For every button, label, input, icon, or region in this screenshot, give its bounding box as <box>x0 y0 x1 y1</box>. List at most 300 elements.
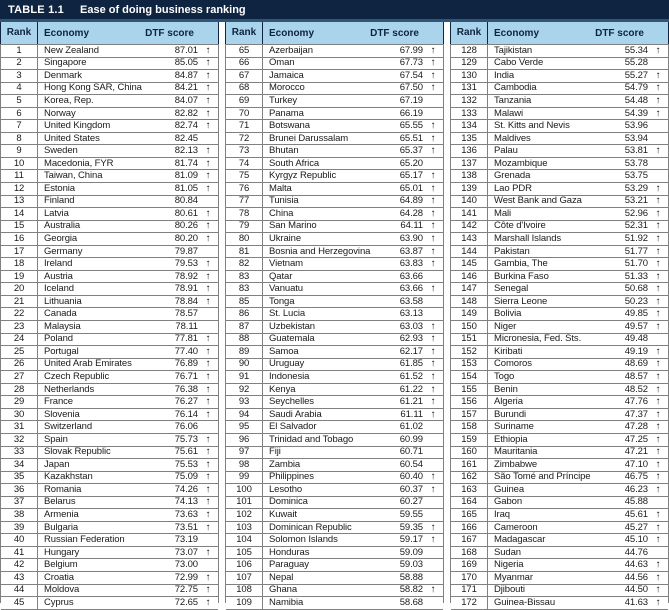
dtf-score-cell: 78.91 <box>174 283 198 295</box>
ranking-column-group-3 <box>450 22 669 608</box>
economy-cell: Lao PDR <box>494 182 532 194</box>
up-arrow-icon: ↑ <box>205 295 211 307</box>
dtf-score-cell: 85.05 <box>174 57 198 69</box>
economy-cell: Kuwait <box>269 509 297 521</box>
dtf-score-cell: 53.94 <box>624 132 648 144</box>
table-row <box>1 283 218 296</box>
table-row <box>1 45 218 58</box>
economy-cell: Japan <box>44 458 70 470</box>
table-row <box>451 396 668 409</box>
table-row <box>1 321 218 334</box>
rank-cell: 96 <box>226 434 263 446</box>
dtf-score-cell: 64.11 <box>400 220 423 232</box>
rank-cell: 23 <box>1 321 38 333</box>
dtf-score-cell: 45.61 <box>624 509 648 521</box>
rank-cell: 154 <box>451 371 488 383</box>
up-arrow-icon: ↑ <box>655 220 661 232</box>
up-arrow-icon: ↑ <box>205 509 211 521</box>
rank-cell: 7 <box>1 120 38 132</box>
up-arrow-icon: ↑ <box>205 433 211 445</box>
economy-cell: Sudan <box>494 546 521 558</box>
dtf-score-cell: 58.68 <box>399 596 423 608</box>
rank-cell: 166 <box>451 522 488 534</box>
dtf-score-cell: 78.11 <box>175 320 198 332</box>
up-arrow-icon: ↑ <box>430 120 436 132</box>
dtf-score-cell: 65.37 <box>399 145 423 157</box>
dtf-score-cell: 81.09 <box>174 170 198 182</box>
table-row <box>226 158 443 171</box>
up-arrow-icon: ↑ <box>430 396 436 408</box>
economy-cell: Djibouti <box>494 584 525 596</box>
table-row <box>1 208 218 221</box>
table-row <box>451 346 668 359</box>
table-row <box>451 208 668 221</box>
table-row <box>226 196 443 209</box>
economy-cell: Malawi <box>494 107 523 119</box>
up-arrow-icon: ↑ <box>655 596 661 608</box>
table-row <box>1 70 218 83</box>
economy-cell: Hong Kong SAR, China <box>44 82 142 94</box>
up-arrow-icon: ↑ <box>205 483 211 495</box>
rows-container <box>1 45 218 610</box>
up-arrow-icon: ↑ <box>205 69 211 81</box>
rank-cell: 142 <box>451 221 488 233</box>
rank-cell: 129 <box>451 58 488 70</box>
table-row-partial <box>1 597 218 610</box>
up-arrow-icon: ↑ <box>205 596 211 608</box>
up-arrow-icon: ↑ <box>655 195 661 207</box>
economy-cell: Uzbekistan <box>269 320 315 332</box>
rank-cell: 6 <box>1 108 38 120</box>
rank-cell: 70 <box>226 108 263 120</box>
dtf-score-cell: 53.78 <box>624 157 648 169</box>
table-row <box>226 170 443 183</box>
up-arrow-icon: ↑ <box>655 145 661 157</box>
dtf-score-cell: 48.52 <box>624 383 648 395</box>
up-arrow-icon: ↑ <box>655 559 661 571</box>
table-row <box>226 133 443 146</box>
dtf-score-cell: 54.48 <box>624 94 648 106</box>
table-row <box>1 196 218 209</box>
dtf-score-cell: 59.09 <box>399 546 423 558</box>
column-header-row <box>225 22 444 44</box>
up-arrow-icon: ↑ <box>430 195 436 207</box>
table-row <box>226 534 443 547</box>
up-arrow-icon: ↑ <box>205 458 211 470</box>
dtf-score-cell: 80.84 <box>174 195 198 207</box>
rank-cell: 16 <box>1 233 38 245</box>
dtf-score-cell: 45.88 <box>624 496 648 508</box>
dtf-score-cell: 53.21 <box>624 195 648 207</box>
dtf-score-cell: 65.20 <box>399 157 423 169</box>
economy-cell: Azerbaijan <box>269 44 313 56</box>
economy-cell: United Kingdom <box>44 120 111 132</box>
rank-cell: 31 <box>1 421 38 433</box>
economy-cell: Oman <box>269 57 295 69</box>
dtf-score-cell: 73.00 <box>174 559 198 571</box>
dtf-score-cell: 55.27 <box>624 69 648 81</box>
up-arrow-icon: ↑ <box>655 182 661 194</box>
economy-cell: Taiwan, China <box>44 170 103 182</box>
economy-cell: France <box>44 396 73 408</box>
dtf-score-cell: 53.75 <box>624 170 648 182</box>
table-row <box>226 45 443 58</box>
up-arrow-icon: ↑ <box>430 471 436 483</box>
table-row <box>451 95 668 108</box>
up-arrow-icon: ↑ <box>205 258 211 270</box>
table-row <box>451 334 668 347</box>
rank-cell: 148 <box>451 296 488 308</box>
table-row <box>1 83 218 96</box>
economy-cell: Georgia <box>44 232 78 244</box>
up-arrow-icon: ↑ <box>655 534 661 546</box>
dtf-score-cell: 52.96 <box>624 207 648 219</box>
rank-cell: 13 <box>1 196 38 208</box>
dtf-score-cell: 47.21 <box>624 446 648 458</box>
economy-cell: Cyprus <box>44 596 74 608</box>
economy-cell: Bosnia and Herzegovina <box>269 245 371 257</box>
economy-cell: Croatia <box>44 571 74 583</box>
dtf-score-cell: 46.75 <box>624 471 648 483</box>
table-row <box>451 585 668 598</box>
economy-cell: Côte d'Ivoire <box>494 220 546 232</box>
rank-cell: 151 <box>451 334 488 346</box>
economy-cell: Estonia <box>44 182 75 194</box>
table-row <box>226 321 443 334</box>
rank-cell: 102 <box>226 509 263 521</box>
table-row <box>226 572 443 585</box>
dtf-score-cell: 55.28 <box>624 57 648 69</box>
economy-cell: New Zealand <box>44 44 99 56</box>
up-arrow-icon: ↑ <box>205 107 211 119</box>
table-row <box>1 246 218 259</box>
dtf-score-cell: 51.92 <box>624 232 648 244</box>
table-row <box>1 472 218 485</box>
dtf-score-cell: 72.75 <box>174 584 198 596</box>
economy-cell: Armenia <box>44 509 79 521</box>
dtf-score-cell: 53.29 <box>624 182 648 194</box>
rank-cell: 24 <box>1 334 38 346</box>
table-row-partial <box>451 597 668 610</box>
dtf-score-cell: 54.79 <box>624 82 648 94</box>
up-arrow-icon: ↑ <box>655 270 661 282</box>
up-arrow-icon: ↑ <box>205 57 211 69</box>
table-row <box>226 371 443 384</box>
rows-container <box>226 45 443 610</box>
rank-cell: 98 <box>226 459 263 471</box>
table-row <box>226 296 443 309</box>
economy-cell: Kenya <box>269 383 296 395</box>
up-arrow-icon: ↑ <box>430 220 436 232</box>
up-arrow-icon: ↑ <box>655 207 661 219</box>
rank-cell: 97 <box>226 447 263 459</box>
dtf-score-cell: 50.23 <box>624 295 648 307</box>
dtf-score-cell: 64.89 <box>399 195 423 207</box>
rank-cell: 68 <box>226 83 263 95</box>
dtf-score-cell: 81.74 <box>174 157 198 169</box>
economy-cell: Fiji <box>269 446 281 458</box>
up-arrow-icon: ↑ <box>430 232 436 244</box>
economy-cell: Solomon Islands <box>269 534 338 546</box>
table-row <box>226 283 443 296</box>
table-row <box>451 145 668 158</box>
table-row <box>226 421 443 434</box>
up-arrow-icon: ↑ <box>430 521 436 533</box>
rank-cell: 14 <box>1 208 38 220</box>
up-arrow-icon: ↑ <box>430 57 436 69</box>
rank-cell: 45 <box>1 597 38 609</box>
dtf-score-cell: 46.23 <box>624 483 648 495</box>
table-row <box>226 120 443 133</box>
up-arrow-icon: ↑ <box>655 94 661 106</box>
table-row <box>1 334 218 347</box>
up-arrow-icon: ↑ <box>655 521 661 533</box>
rank-cell: 22 <box>1 308 38 320</box>
up-arrow-icon: ↑ <box>205 333 211 345</box>
up-arrow-icon: ↑ <box>655 571 661 583</box>
up-arrow-icon: ↑ <box>655 483 661 495</box>
rank-cell: 2 <box>1 58 38 70</box>
up-arrow-icon: ↑ <box>205 145 211 157</box>
dtf-score-cell: 55.34 <box>624 44 648 56</box>
dtf-score-cell: 61.85 <box>399 358 423 370</box>
dtf-score-cell: 63.03 <box>399 320 423 332</box>
table-row <box>451 509 668 522</box>
economy-cell: Netherlands <box>44 383 95 395</box>
dtf-score-cell: 63.83 <box>399 258 423 270</box>
rank-cell: 143 <box>451 233 488 245</box>
economy-cell: Vanuatu <box>269 283 303 295</box>
table-row <box>1 371 218 384</box>
dtf-score-cell: 47.25 <box>624 433 648 445</box>
table-row <box>451 522 668 535</box>
table-row <box>226 585 443 598</box>
rank-cell: 43 <box>1 572 38 584</box>
up-arrow-icon: ↑ <box>430 283 436 295</box>
rank-cell: 29 <box>1 396 38 408</box>
table-row <box>451 472 668 485</box>
dtf-score-cell: 87.01 <box>174 44 198 56</box>
dtf-score-cell: 80.20 <box>174 232 198 244</box>
table-row <box>451 120 668 133</box>
rank-cell: 28 <box>1 384 38 396</box>
economy-cell: Switzerland <box>44 421 93 433</box>
table-row <box>451 246 668 259</box>
rank-cell: 1 <box>1 45 38 57</box>
up-arrow-icon: ↑ <box>205 396 211 408</box>
table-row <box>451 359 668 372</box>
dtf-score-cell: 61.21 <box>399 396 423 408</box>
up-arrow-icon: ↑ <box>430 584 436 596</box>
dtf-score-cell: 84.87 <box>174 69 198 81</box>
up-arrow-icon: ↑ <box>430 333 436 345</box>
economy-cell: Uruguay <box>269 358 305 370</box>
economy-cell: Bulgaria <box>44 521 79 533</box>
rank-cell: 158 <box>451 421 488 433</box>
up-arrow-icon: ↑ <box>430 82 436 94</box>
rank-cell: 139 <box>451 183 488 195</box>
column-header-dtf-score: DTF score <box>370 27 419 39</box>
table-title-bar <box>0 0 669 22</box>
table-row <box>226 346 443 359</box>
table-row <box>1 396 218 409</box>
up-arrow-icon: ↑ <box>205 94 211 106</box>
up-arrow-icon: ↑ <box>430 245 436 257</box>
table-row <box>451 170 668 183</box>
economy-cell: Paraguay <box>269 559 309 571</box>
column-header-rank: Rank <box>1 22 38 44</box>
rank-cell: 144 <box>451 246 488 258</box>
economy-cell: Qatar <box>269 270 293 282</box>
dtf-score-cell: 75.53 <box>174 458 198 470</box>
dtf-score-cell: 80.61 <box>174 207 198 219</box>
dtf-score-cell: 63.13 <box>399 308 423 320</box>
rank-cell: 67 <box>226 70 263 82</box>
rank-cell: 131 <box>451 83 488 95</box>
economy-cell: Zambia <box>269 458 301 470</box>
dtf-score-cell: 61.22 <box>399 383 423 395</box>
economy-cell: Poland <box>44 333 73 345</box>
rank-cell: 25 <box>1 346 38 358</box>
economy-cell: China <box>269 207 294 219</box>
up-arrow-icon: ↑ <box>205 571 211 583</box>
economy-cell: Togo <box>494 371 515 382</box>
rank-cell: 26 <box>1 359 38 371</box>
rank-cell: 106 <box>226 559 263 571</box>
economy-cell: San Marino <box>269 220 317 232</box>
rank-cell: 21 <box>1 296 38 308</box>
table-row <box>226 334 443 347</box>
dtf-score-cell: 63.58 <box>399 295 423 307</box>
economy-cell: Brunei Darussalam <box>269 132 349 144</box>
economy-cell: Turkey <box>269 94 298 106</box>
economy-cell: Vietnam <box>269 258 303 270</box>
rank-cell: 10 <box>1 158 38 170</box>
economy-cell: Grenada <box>494 170 531 182</box>
rank-cell: 82 <box>226 258 263 270</box>
table-row <box>451 83 668 96</box>
column-header-dtf-score: DTF score <box>145 27 194 39</box>
rank-cell: 156 <box>451 396 488 408</box>
up-arrow-icon: ↑ <box>655 408 661 420</box>
table-row <box>1 409 218 422</box>
up-arrow-icon: ↑ <box>430 371 436 382</box>
table-row <box>1 95 218 108</box>
dtf-score-cell: 62.93 <box>399 333 423 345</box>
economy-cell: Austria <box>44 270 73 282</box>
up-arrow-icon: ↑ <box>655 320 661 332</box>
economy-cell: Kazakhstan <box>44 471 93 483</box>
dtf-score-cell: 51.33 <box>624 270 648 282</box>
rank-cell: 137 <box>451 158 488 170</box>
economy-cell: St. Lucia <box>269 308 306 320</box>
table-row <box>226 258 443 271</box>
economy-cell: Mauritania <box>494 446 538 458</box>
table-row <box>226 108 443 121</box>
table-row <box>1 534 218 547</box>
economy-cell: Myanmar <box>494 571 533 583</box>
dtf-score-cell: 84.07 <box>174 94 198 106</box>
up-arrow-icon: ↑ <box>205 232 211 244</box>
rank-cell: 87 <box>226 321 263 333</box>
economy-cell: Portugal <box>44 345 79 357</box>
up-arrow-icon: ↑ <box>655 258 661 270</box>
dtf-score-cell: 73.19 <box>174 534 198 546</box>
rank-cell: 12 <box>1 183 38 195</box>
column-header-row <box>450 22 669 44</box>
rank-cell: 168 <box>451 547 488 559</box>
up-arrow-icon: ↑ <box>655 371 661 382</box>
table-row <box>451 547 668 560</box>
table-row <box>451 233 668 246</box>
economy-cell: Kiribati <box>494 345 523 357</box>
economy-cell: Belgium <box>44 559 78 571</box>
rank-cell: 138 <box>451 170 488 182</box>
table-row <box>226 522 443 535</box>
rank-cell: 86 <box>226 308 263 320</box>
economy-cell: Benin <box>494 383 518 395</box>
table-row <box>226 221 443 234</box>
dtf-score-cell: 61.11 <box>400 408 423 420</box>
dtf-score-cell: 78.57 <box>174 308 198 320</box>
rank-cell: 134 <box>451 120 488 132</box>
dtf-score-cell: 50.68 <box>624 283 648 295</box>
dtf-score-cell: 47.28 <box>624 421 648 433</box>
dtf-score-cell: 52.31 <box>624 220 648 232</box>
economy-cell: Slovenia <box>44 408 80 420</box>
rank-cell: 39 <box>1 522 38 534</box>
rank-cell: 92 <box>226 384 263 396</box>
table-row <box>226 58 443 71</box>
economy-cell: Botswana <box>269 120 310 132</box>
table-row <box>1 559 218 572</box>
rank-cell: 128 <box>451 45 488 57</box>
rank-cell: 136 <box>451 145 488 157</box>
column-header-dtf-score: DTF score <box>595 27 644 39</box>
rank-cell: 35 <box>1 472 38 484</box>
rank-cell: 88 <box>226 334 263 346</box>
dtf-score-cell: 49.19 <box>624 345 648 357</box>
dtf-score-cell: 60.40 <box>399 471 423 483</box>
rank-cell: 130 <box>451 70 488 82</box>
up-arrow-icon: ↑ <box>655 383 661 395</box>
rank-cell: 17 <box>1 246 38 258</box>
table-row <box>1 359 218 372</box>
economy-cell: Norway <box>44 107 76 119</box>
table-row <box>451 572 668 585</box>
dtf-score-cell: 67.50 <box>399 82 423 94</box>
up-arrow-icon: ↑ <box>655 107 661 119</box>
up-arrow-icon: ↑ <box>205 120 211 132</box>
rank-cell: 135 <box>451 133 488 145</box>
table-row <box>226 459 443 472</box>
dtf-score-cell: 76.06 <box>174 421 198 433</box>
economy-cell: United States <box>44 132 100 144</box>
dtf-score-cell: 63.66 <box>399 283 423 295</box>
rank-cell: 36 <box>1 484 38 496</box>
dtf-score-cell: 78.84 <box>174 295 198 307</box>
dtf-score-cell: 65.17 <box>399 170 423 182</box>
rank-cell: 3 <box>1 70 38 82</box>
rows-container <box>451 45 668 610</box>
table-row <box>1 158 218 171</box>
up-arrow-icon: ↑ <box>205 283 211 295</box>
rank-cell: 40 <box>1 534 38 546</box>
dtf-score-cell: 58.82 <box>399 584 423 596</box>
dtf-score-cell: 47.10 <box>624 458 648 470</box>
table-row <box>226 396 443 409</box>
up-arrow-icon: ↑ <box>430 258 436 270</box>
